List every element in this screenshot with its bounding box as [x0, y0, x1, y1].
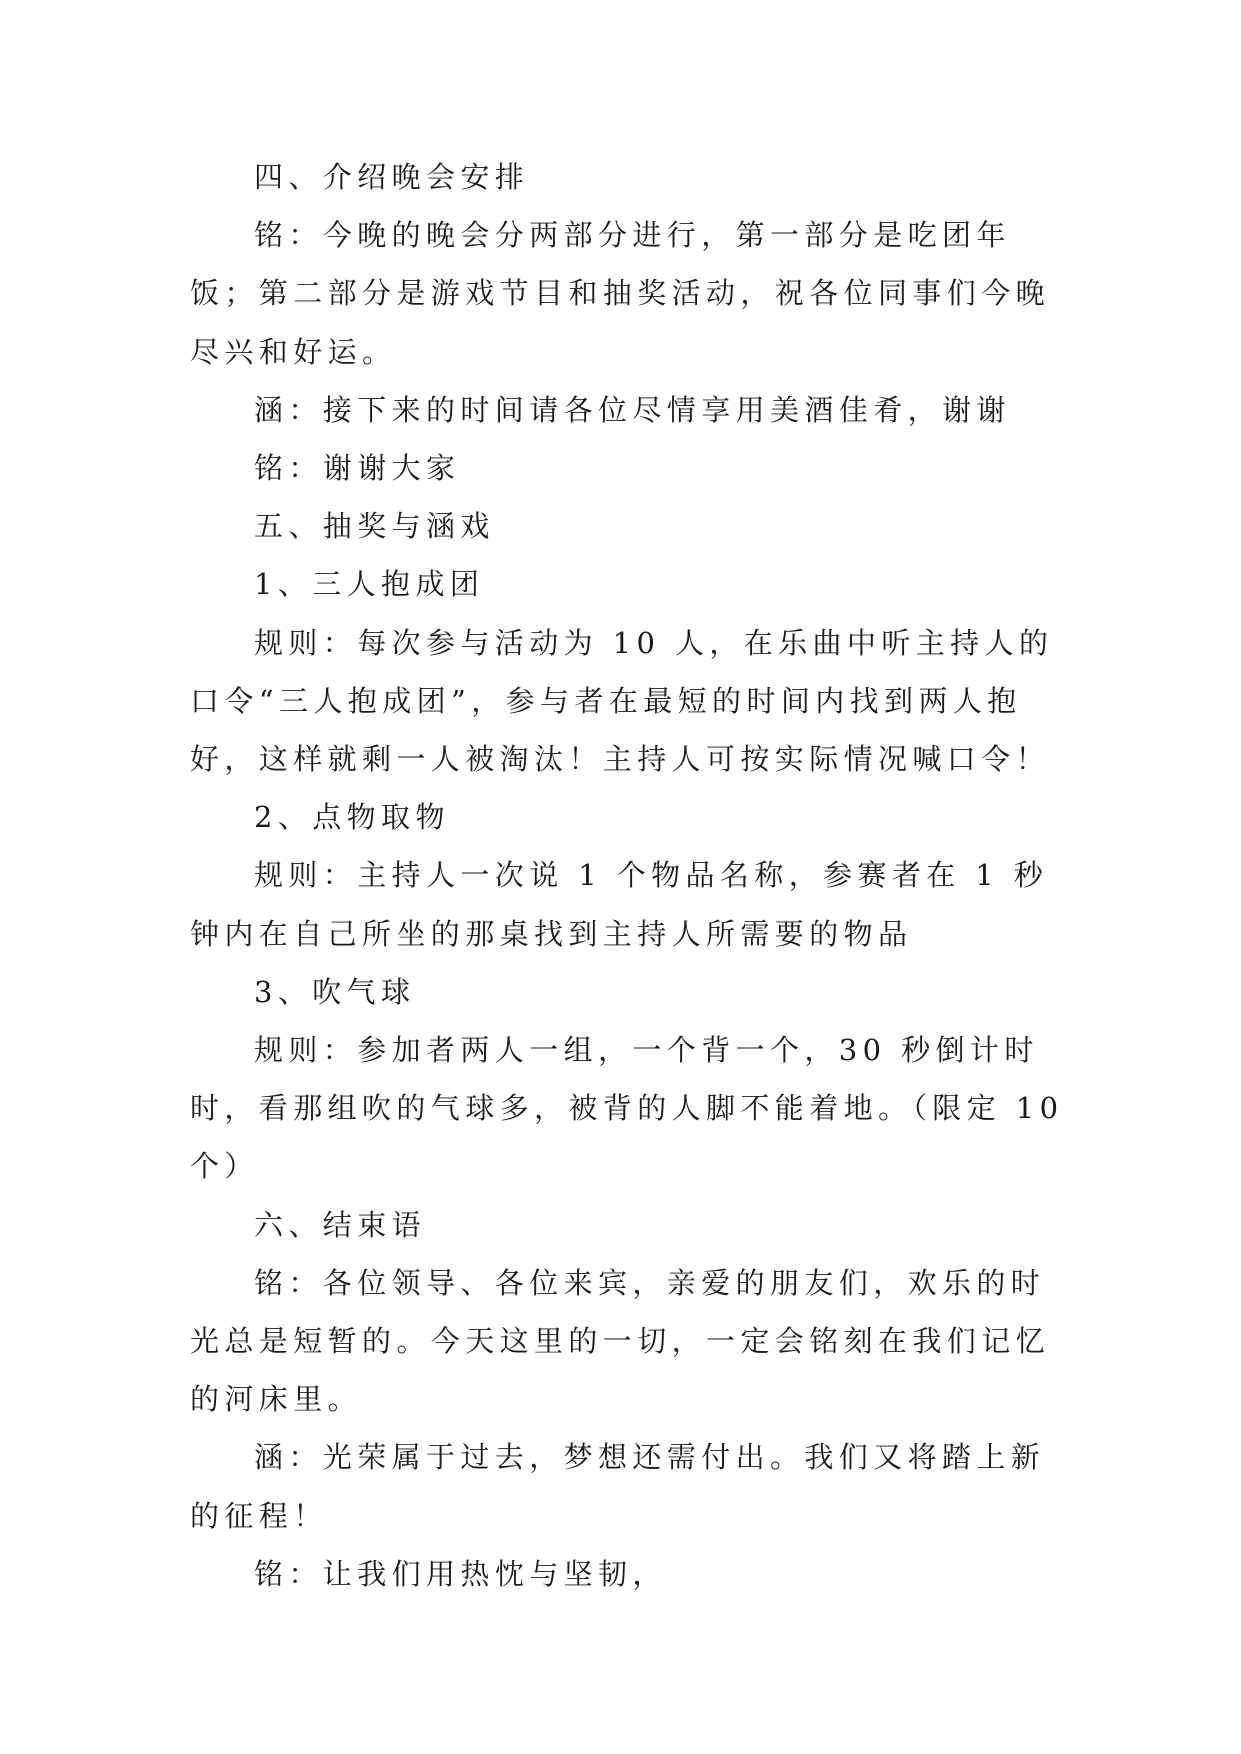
game-title-2: 2、点物取物 [254, 800, 450, 835]
section-heading-party-arrangement: 四、介绍晚会安排 [254, 160, 530, 194]
game-title-3: 3、吹气球 [254, 974, 416, 1009]
section-heading-closing: 六、结束语 [254, 1207, 427, 1242]
section-heading-lottery-games: 五、抽奖与涵戏 [254, 509, 495, 544]
game-rule-2: 规则：主持人一次说 1 个物品名称，参赛者在 1 秒钟内在自己所坐的那桌找到主持人所需要的物品 [190, 858, 1049, 951]
paragraph-ming-thanks: 铭：谢谢大家 [254, 451, 461, 486]
paragraph-han-closing: 涵：光荣属于过去，梦想还需付出。我们又将踏上新的征程！ [190, 1440, 1046, 1533]
game-rule-3: 规则：参加者两人一组，一个背一个，30 秒倒计时时，看那组吹的气球多，被背的人脚不能着地。（限定 10 个） [190, 1033, 1064, 1184]
document-body [190, 148, 1070, 1603]
game-title-1: 1、三人抱成团 [254, 567, 485, 602]
paragraph-ming-party-parts: 铭：今晚的晚会分两部分进行，第一部分是吃团年饭；第二部分是游戏节目和抽奖活动，祝各位同事们今晚尽兴和好运。 [190, 218, 1051, 369]
paragraph-ming-closing: 铭：各位领导、各位来宾，亲爱的朋友们，欢乐的时光总是短暂的。今天这里的一切，一定会铭刻在我们记忆的河床里。 [190, 1265, 1051, 1417]
paragraph-han-enjoy: 涵：接下来的时间请各位尽情享用美酒佳肴，谢谢 [254, 392, 1011, 427]
paragraph-ming-final: 铭：让我们用热忱与坚韧， [254, 1556, 667, 1591]
game-rule-1: 规则：每次参与活动为 10 人，在乐曲中听主持人的口令“三人抱成团”，参与者在最短的时间内找到两人抱好，这样就剩一人被淘汰！主持人可按实际情况喊口令！ [190, 625, 1054, 777]
